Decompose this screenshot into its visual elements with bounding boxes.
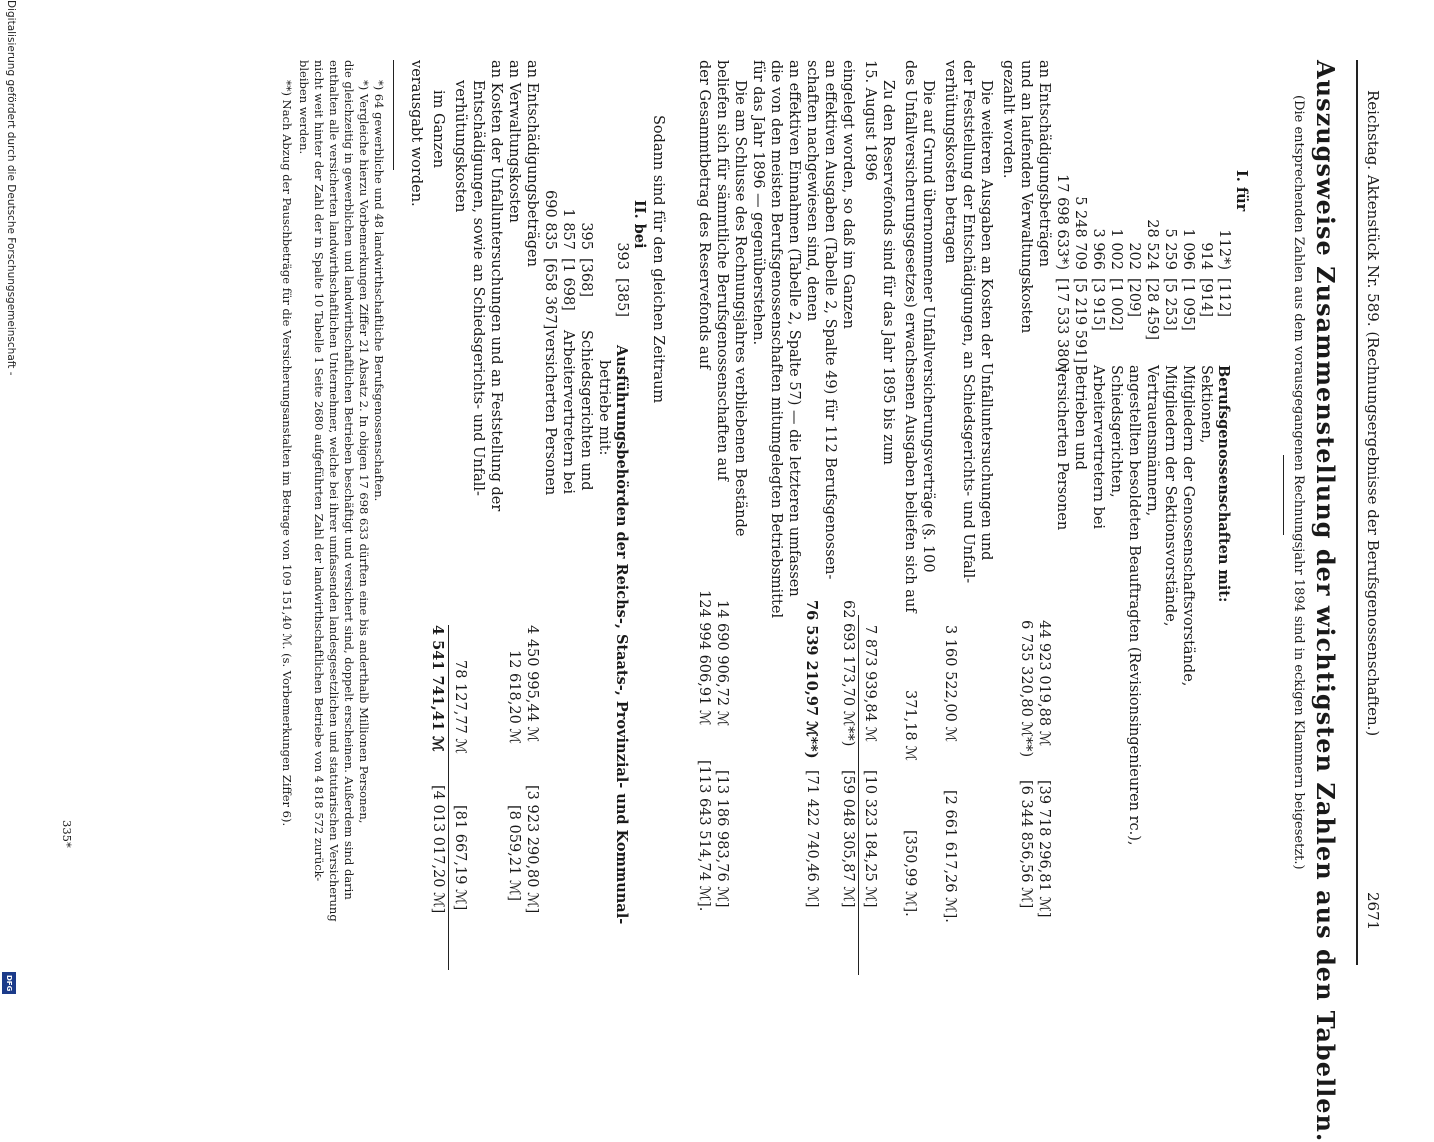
paragraph-line: eingelegt worden, so daß im Ganzen [840,60,856,329]
paragraph-line: Entschädigungen, sowie an Schiedsgerichts- und Unfall- [470,80,486,496]
page-subtitle: (Die entsprechenden Zahlen aus dem vorausgegangenen Rechnungsjahr 1894 sind in eckigen Klammern beigesetzt.) [1291,95,1306,870]
title-divider [1283,455,1284,535]
count-value: 393 [614,242,630,270]
paragraph-line: der Gesammtbetrag des Reservefonds auf [696,60,712,370]
payment-label: an Verwaltungskosten [506,60,522,223]
reserve-amount: 124 994 606,91 ℳ [696,590,712,726]
page-title: Auszugsweise Zusammenstellung der wichtigsten Zahlen aus den Tabellen. [1311,60,1340,1142]
payment-amount: 44 923 019,88 ℳ [1036,620,1052,747]
costs-amount: 78 127,77 ℳ [452,660,468,754]
prev-count: [3 915] [1090,278,1106,331]
count-value: 3 966 [1090,228,1106,270]
row-label: Sektionen, [1198,365,1214,444]
page-footer: 335* [60,820,74,848]
paragraph-prev: [2 661 617,26 ℳ]. [942,790,958,923]
footnote: bleiben werden. [297,60,311,155]
row-label: Arbeitervertretern bei [560,330,576,495]
footnote: enthalten alle versicherten landwirthschaftlichen Unternehmer, welche bei ihrer umfassenden landesgesetzlichen und statutarischen Versicherung [327,60,341,922]
payment-amount: 4 450 995,44 ℳ [524,625,540,742]
prev-count: [1 095] [1180,278,1196,331]
count-value: 28 524 [1144,219,1160,270]
total-prev: [4 013 017,20 ℳ] [430,785,446,914]
count-value: 112*) [1216,229,1232,270]
paragraph-line: Die am Schlusse des Rechnungsjahres verbliebenen Bestände [732,80,748,537]
prev-count: [1 002] [1108,278,1124,331]
count-value: 17 698 633*) [1054,174,1070,270]
count-value: 914 [1198,242,1214,270]
count-value: 5 248 709 [1072,196,1088,270]
footnote: **) Nach Abzug der Pauschbeträge für die Versicherungsanstalten im Betrage von 109 151,40 ℳ. (s. Vorbemerkungen Ziffer 6). [280,80,294,827]
paragraph-line: an effektiven Ausgaben (Tabelle 2, Spalte 49) für 112 Berufsgenossen- [822,60,838,580]
footnote-rule [393,60,394,170]
total-income-prev: [71 422 740,46 ℳ] [804,770,820,908]
total-income: 76 539 210,97 ℳ**) [803,600,820,759]
costs-prev: [81 667,19 ℳ] [452,805,468,911]
prev-count: [17 533 380] [1054,278,1070,373]
paragraph-prev: [10 323 184,25 ℳ] [862,770,878,908]
row-label: Ausführungsbehörden der Reichs-, Staats-, Provinzial- und Kommunal- [613,345,630,925]
paragraph-line: verhütungskosten betragen [942,60,958,264]
dfg-logo: DFG [2,972,16,994]
row-label: angestellten besoldeten Beauftragten (Revisionsingenieuren rc.), [1126,365,1142,846]
row-label: versicherten Personen [542,330,558,496]
payment-label: an Entschädigungsbeträgen [524,60,540,267]
paragraph-line: schaften nachgewiesen sind, denen [804,60,820,322]
footnote: *) 64 gewerbliche und 48 landwirthschaftliche Berufsgenossenschaften. [372,80,386,502]
prev-count: [385] [614,278,630,317]
section-two-intro: Sodann sind für den gleichen Zeitraum [650,115,666,404]
payment-prev: [39 718 296,81 ℳ] [1036,780,1052,918]
row-label: Mitgliedern der Genossenschaftsvorstände, [1180,365,1196,687]
payment-prev: [8 059,21 ℳ] [506,805,522,901]
count-value: 202 [1126,242,1142,270]
paragraph-line: an effektiven Einnahmen (Tabelle 2, Spalte 57) — die letzteren umfassen [786,60,802,597]
digitization-note: Digitalisierung gefördert durch die Deutsche Forschungsgemeinschaft - [5,0,17,376]
footnote: nicht weit hinter der Zahl der in Spalte 10 Tabelle 1 Seite 2680 aufgeführten Zahl der landwirthschaftlichen Betriebe von 4 818 572 zurück- [312,60,326,882]
total-expenses: 62 693 173,70 ℳ**) [840,600,856,747]
paragraph-line: an Kosten der Unfalluntersuchungen und an Feststellung der [488,60,504,512]
stock-prev: [13 186 983,76 ℳ] [714,770,730,908]
paragraph-line: für das Jahr 1896 — gegenüberstehen. [750,60,766,346]
total-label: im Ganzen [430,90,446,169]
row-label: versicherten Personen [1054,365,1070,531]
payment-amount: 12 618,20 ℳ [506,650,522,744]
running-header: Reichstag. Aktenstück Nr. 589. (Rechnungsergebnisse der Berufsgenossenschaften.) [1364,90,1382,737]
prev-count: [112] [1216,278,1232,317]
payment-label: und an laufenden Verwaltungskosten [1018,60,1034,334]
paragraph-amount: 7 873 939,84 ℳ [862,625,878,742]
payment-label: an Entschädigungsbeträgen [1036,60,1052,267]
row-label: Vertrauensmännern, [1144,365,1160,517]
payment-prev: [3 923 290,80 ℳ] [524,785,540,914]
sum-rule [448,625,449,970]
section-one-heading: I. für [1233,170,1250,212]
paragraph-amount: 3 160 522,00 ℳ [942,625,958,742]
prev-count: [914] [1198,278,1214,317]
reserve-prev: [113 643 514,74 ℳ]. [696,760,712,912]
paragraph-line: Die auf Grund übernommener Unfallversicherungsverträge (§. 100 [920,80,936,573]
total-expenses-prev: [59 048 305,87 ℳ] [840,770,856,908]
row-label: Schiedsgerichten, [1108,365,1124,498]
paragraph-line: des Unfallversicherungsgesetzes) erwachsenen Ausgaben beliefen sich auf [902,60,918,613]
paragraph-line: verhütungskosten [452,80,468,213]
page-number: 2671 [1364,892,1382,931]
payment-label: gezahlt worden. [1000,60,1016,179]
footnote: die gleichzeitig in gewerblichen und landwirthschaftlichen Betrieben beschäftigt und versichert sind, doppelt erscheinen. Außerdem sind darin [342,60,356,900]
count-value: 690 835 [542,190,558,250]
prev-count: [5 253] [1162,278,1178,331]
footnote: *) Vergleiche hierzu Vorbemerkungen Ziffer 21 Absatz 2. In obigen 17 698 633 dürften eine bis anderthalb Millionen Personen, [357,80,371,824]
paragraph-line: 15. August 1896 [862,60,878,181]
paragraph-line: der Feststellung der Entschädigungen, an Schiedsgerichts- und Unfall- [960,60,976,584]
row-label: Schiedsgerichten und [578,330,594,491]
payment-amount: 6 735 320,80 ℳ**) [1018,620,1034,758]
count-value: 1 096 [1180,228,1196,270]
count-value: 5 259 [1162,228,1178,270]
sum-rule [858,615,859,975]
payment-prev: [6 344 856,56 ℳ] [1018,780,1034,909]
row-label-continued: betriebe mit: [596,360,612,456]
paragraph-line: die von den meisten Berufsgenossenschaften mitumgelegten Betriebsmittel [768,60,784,619]
paragraph-line: beliefen sich für sämmtliche Berufsgenossenschaften auf [714,60,730,482]
count-value: 395 [578,222,594,250]
paragraph-line: Zu den Reservefonds sind für das Jahr 1895 bis zum [880,80,896,465]
prev-count: [5 219 591] [1072,278,1088,364]
closing-text: verausgabt worden. [408,60,424,207]
row-label: Arbeitervertretern bei [1090,365,1106,530]
section-two-heading: II. bei [631,200,648,249]
stock-amount: 14 690 906,72 ℳ [714,600,730,727]
paragraph-line: Die weiteren Ausgaben an Kosten der Unfalluntersuchungen und [978,80,994,561]
paragraph-prev: [350,99 ℳ]. [902,830,918,917]
prev-count: [209] [1126,278,1142,317]
count-value: 1 002 [1108,228,1124,270]
digitization-sidebar [0,0,20,1000]
row-label: Betrieben und [1072,365,1088,470]
header-rule [1356,60,1358,965]
prev-count: [658 367] [542,258,558,330]
paragraph-amount: 371,18 ℳ [902,690,918,761]
total-amount: 4 541 741,41 ℳ [429,625,446,752]
prev-count: [28 459] [1144,278,1160,341]
row-label: Berufsgenossenschaften mit: [1215,365,1232,603]
row-label: Mitgliedern der Sektionsvorstände, [1162,365,1178,627]
count-value: 1 857 [560,208,576,250]
prev-count: [368] [578,258,594,297]
prev-count: [1 698] [560,258,576,311]
